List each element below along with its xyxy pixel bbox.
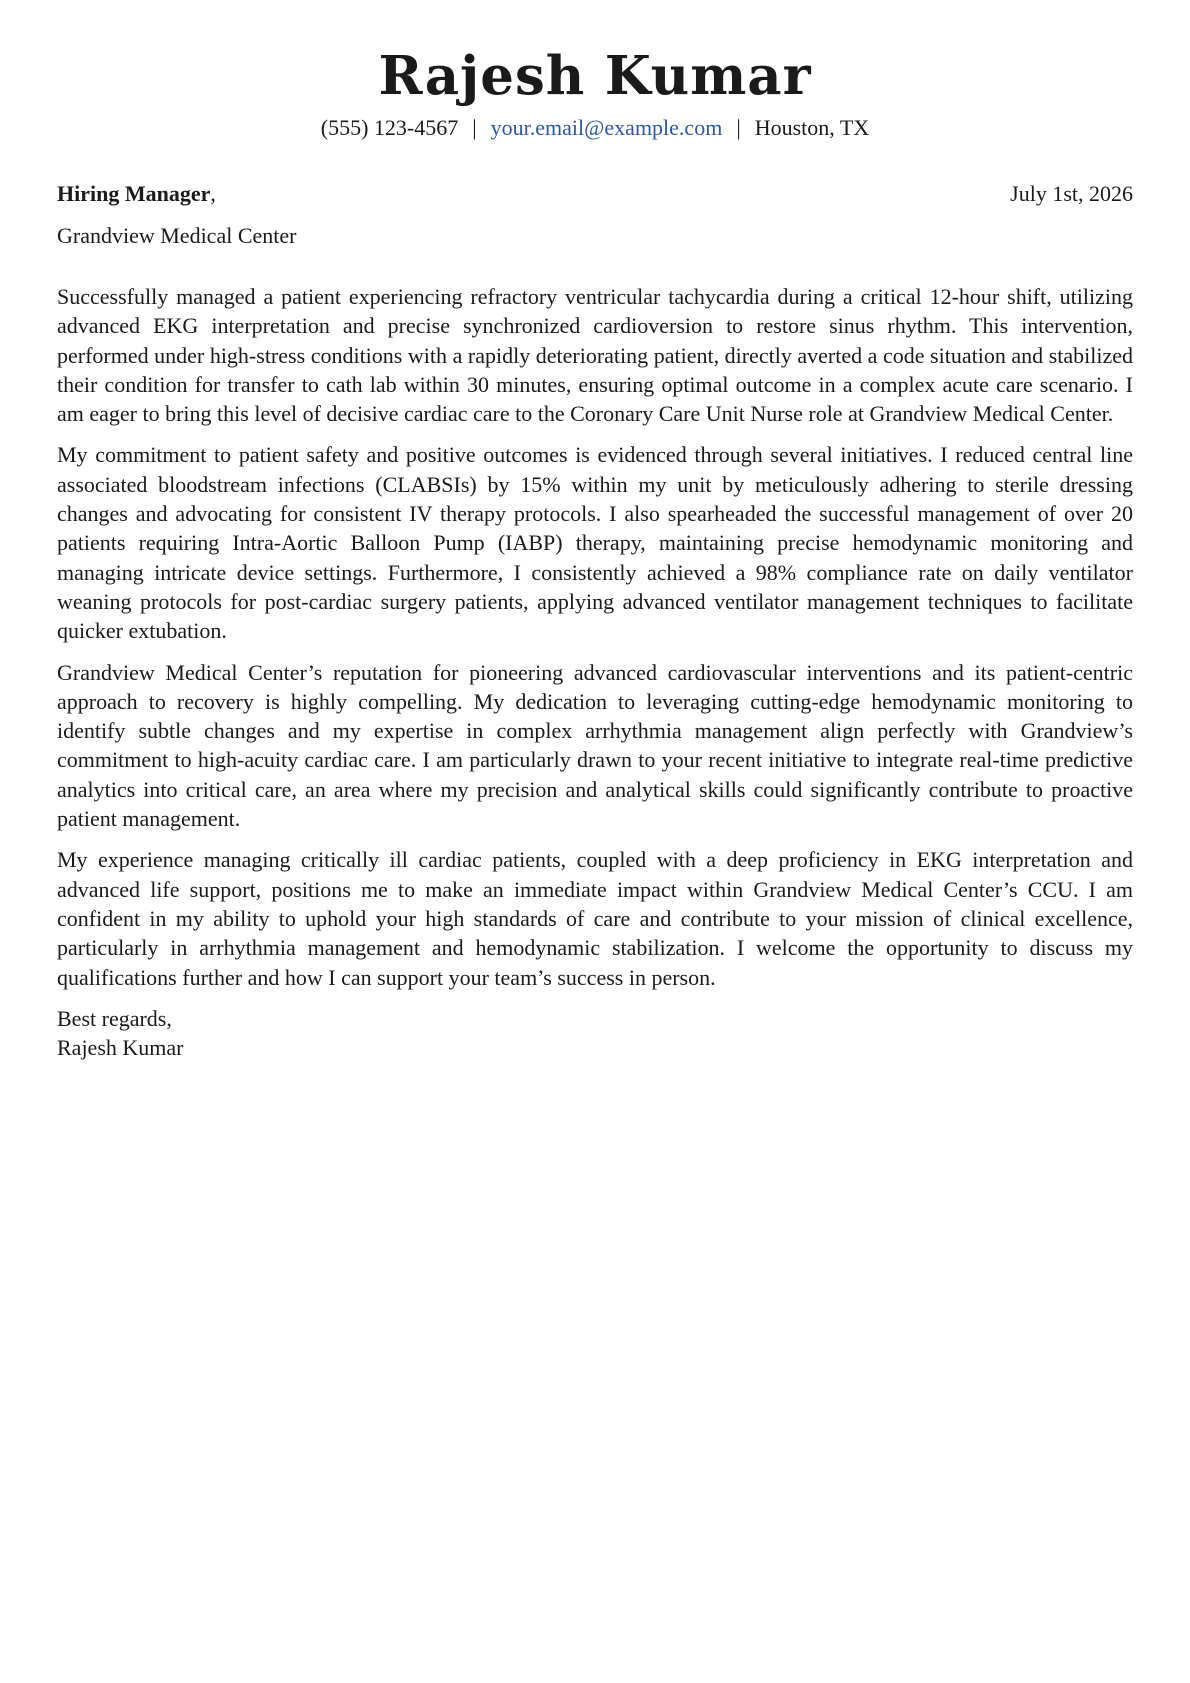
body-paragraph: Grandview Medical Center’s reputation for pioneering advanced cardiovascular interventions and its patient-centric approach to recovery is highly compelling. My dedication to leveraging cutting-edge hemodynamic monitoring to identify subtle changes and my expertise in complex arrhythmia management align perfectly with Grandview’s commitment to high-acuity cardiac care. I am particularly drawn to your recent initiative to integrate real-time predictive analytics into critical care, an area where my precision and analytical skills could significantly contribute to proactive patient management. bbox=[57, 659, 1133, 832]
contact-separator: | bbox=[736, 115, 741, 140]
recipient-organization: Grandview Medical Center bbox=[57, 223, 297, 248]
signature-name: Rajesh Kumar bbox=[57, 1035, 184, 1061]
email-link[interactable]: your.email@example.com bbox=[490, 115, 723, 140]
closing-salutation: Best regards, bbox=[57, 1005, 172, 1031]
contact-line bbox=[57, 112, 1133, 144]
letter-closing bbox=[57, 1004, 1133, 1063]
body-paragraph: My experience managing critically ill cardiac patients, coupled with a deep proficiency in EKG interpretation and advanced life support, positions me to make an immediate impact within Grandview Medical Center’s CCU. I am confident in my ability to uphold your high standards of care and contribute to your mission of clinical excellence, particularly in arrhythmia management and hemodynamic stabilization. I welcome the opportunity to discuss my qualifications further and how I can support your team’s success in person. bbox=[57, 847, 1133, 990]
recipient-date-row bbox=[57, 178, 1133, 210]
recipient-name-suffix: , bbox=[210, 181, 216, 206]
recipient-line bbox=[57, 178, 216, 210]
cover-letter-page bbox=[57, 40, 1133, 1062]
body-paragraph: Successfully managed a patient experiencing refractory ventricular tachycardia during a critical 12-hour shift, utilizing advanced EKG interpretation and precise synchronized cardioversion to restore sinus rhythm. This intervention, performed under high-stress conditions with a rapidly deteriorating patient, directly averted a code situation and stabilized their condition for transfer to cath lab within 30 minutes, ensuring optimal outcome in a complex acute care scenario. I am eager to bring this level of decisive cardiac care to the Coronary Care Unit Nurse role at Grandview Medical Center. bbox=[57, 284, 1133, 427]
letter-body bbox=[57, 282, 1133, 992]
phone-number: (555) 123-4567 bbox=[320, 115, 459, 140]
recipient-name: Hiring Manager bbox=[57, 181, 211, 206]
location: Houston, TX bbox=[754, 115, 870, 140]
applicant-name: Rajesh Kumar bbox=[378, 45, 812, 107]
letter-date: July 1st, 2026 bbox=[1010, 181, 1133, 206]
body-paragraph: My commitment to patient safety and positive outcomes is evidenced through several initiatives. I reduced central line associated bloodstream infections (CLABSIs) by 15% within my unit by meticulously adhering to sterile dressing changes and advocating for consistent IV therapy protocols. I also spearheaded the successful management of over 20 patients requiring Intra-Aortic Balloon Pump (IABP) therapy, maintaining precise hemodynamic monitoring and managing intricate device settings. Furthermore, I consistently achieved a 98% compliance rate on daily ventilator weaning protocols for post-cardiac surgery patients, applying advanced ventilator management techniques to facilitate quicker extubation. bbox=[57, 442, 1133, 644]
contact-separator: | bbox=[472, 115, 477, 140]
